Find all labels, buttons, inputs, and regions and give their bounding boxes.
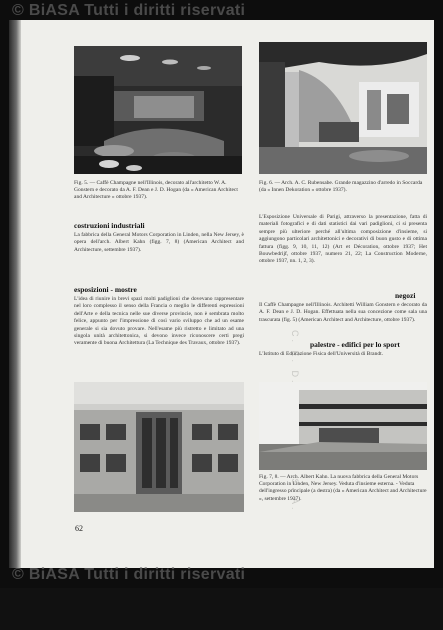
section-text-exhibitions: L'idea di riunire in brevi spazi molti padiglioni che dovevano rappresentare nel loro complesso il senso della Francia o meglio le differenti espressioni dell'Arte e della tecnica nelle sue diverse provincie, non è sembrata molto felice, appunto per l'impressione di così vario sviluppo che ad un esame generale si sia dovuto provare. Nell'esame più ristretto e limitato ad una singola unità architettonica, si devono invece riconoscere certi pregi veramente di buona Architettura (La Technique des Travaux, ottobre 1937). [74, 296, 244, 347]
paragraph-paris-exposition: L'Esposizione Universale di Parigi, attraverso la presentazione, fatta di materiali fotografici e di dati statistici dai vari padiglioni, ci si presenta sempre più ulteriore perché all'ultima composizione d'insieme, si aggiungono particolari architettonici e decorativi di buon gusto e di ottima fattura (figg. 9, 10, 11, 12) (Art et Décoration, ottobre 1937; Het Bouwbedrijf, ottobre 1937, numero 21, 22; La Construction Moderne, ottobre 1937, nn. 1, 2, 3). [259, 214, 427, 265]
section-title-exhibitions: esposizioni - mostre [74, 285, 137, 294]
watermark-bottom: © BiASA Tutti i diritti riservati [12, 566, 246, 583]
section-text-shops: Il Caffè Champagne nell'Illinois. Architetti William Gonstern e decorato da A. F. Dean e J. D. Hogan. Effettuata nella sua concezione come sala una trascurata (fig. 5) (American Architect and Architecture, ottobre 1937). [259, 302, 427, 323]
watermark-top: © BiASA Tutti i diritti riservati [12, 2, 246, 19]
figure-5-caption: Fig. 5. — Caffè Champagne nell'Illinois, decorato all'architetto W. A. Gonstern e decorato da A. F. Dean e J. D. Hogan (da « American Architect and Architecture » ottobre 1937). [74, 180, 238, 201]
figure-8-photo [259, 382, 427, 470]
section-text-sports: L'Istituto di Educazione Fisica dell'Università di Brandt. [259, 351, 384, 357]
page-number: 62 [75, 524, 83, 533]
figure-7-photo [74, 382, 244, 512]
section-text-industrial: La fabbrica della General Motors Corporation in Linden, nella New Jersey, è opera dell'arch. Albert Kahn (figg. 7, 8) (American Architect and Architecture, settembre 1937). [74, 232, 244, 253]
figure-7-8-caption: Fig. 7, 8. — Arch. Albert Kahn. La nuova fabbrica della General Motors Corporation in Linden, New Jersey. Veduta d'insieme esterna. - Veduta dell'ingresso principale (a destra) (da « American Architect and Architecture », settembre 1937). [259, 474, 427, 502]
page-binding-shadow [9, 20, 21, 568]
figure-6-caption: Fig. 6. — Arch. A. C. Rubensabe. Grande magazzino d'arredo in Soccarda (da « Innen Dekoration » ottobre 1937). [259, 180, 423, 194]
figure-5-photo [74, 46, 242, 174]
figure-6-photo [259, 42, 427, 174]
section-title-industrial: costruzioni industriali [74, 221, 145, 230]
section-title-shops: negozi [395, 291, 416, 300]
section-title-sports: palestre - edifici per lo sport [310, 340, 400, 349]
